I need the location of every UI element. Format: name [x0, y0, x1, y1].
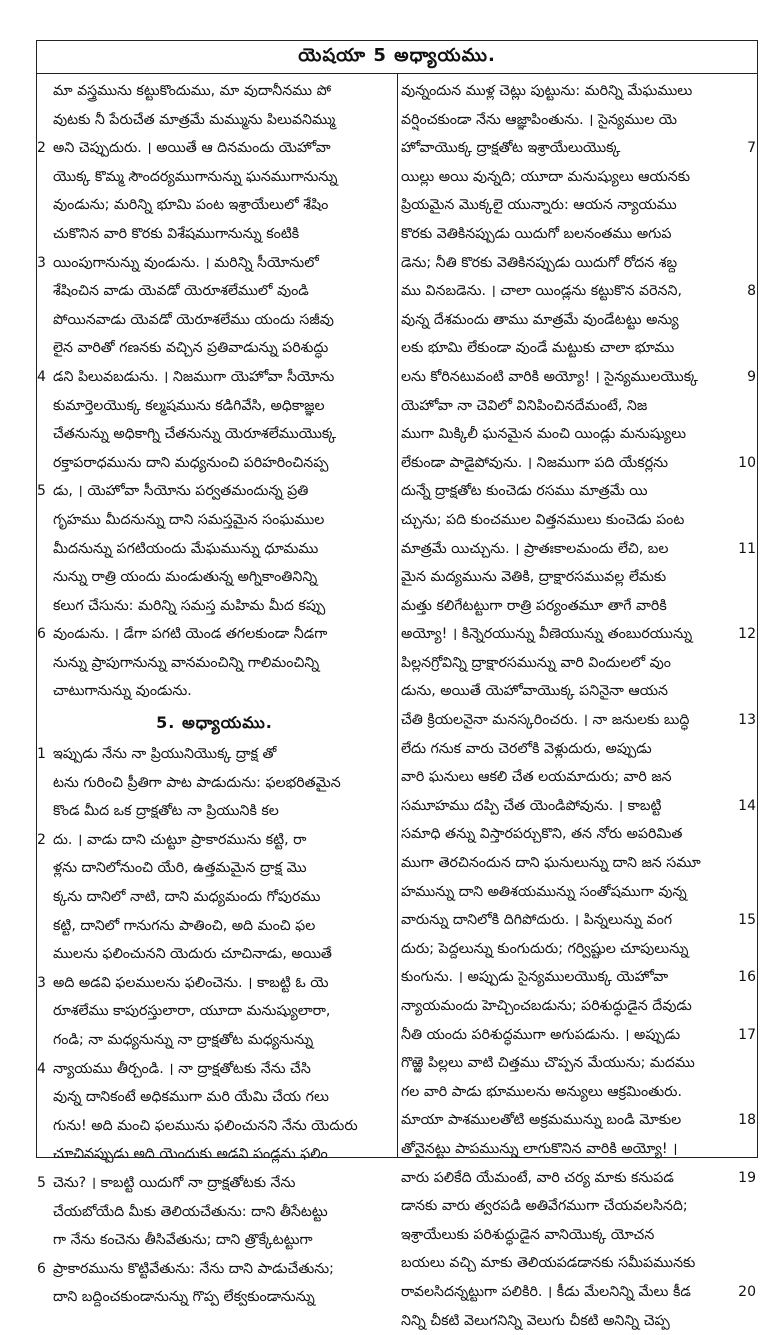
verse-text: హమున్ను దాని అతిశయమున్ను సంతోషముగా వున్న — [401, 883, 687, 900]
text-line — [37, 1112, 392, 1141]
text-line — [401, 935, 756, 964]
verse-text: ళ్లను దానిలోనుంచి యేరి, ఉత్తమమైన ద్రాక్ష మొ — [53, 860, 307, 877]
text-line — [401, 191, 756, 220]
verse-text: వుటకు నీ పేరుచేత మాత్రమే మమ్మును పిలువనిమ్ము — [53, 111, 336, 128]
text-line — [401, 106, 756, 135]
text-line — [37, 1283, 392, 1312]
text-line — [37, 535, 392, 564]
text-line — [37, 997, 392, 1026]
text-line — [37, 740, 392, 769]
text-line — [37, 191, 392, 220]
verse-text: చూచినప్పుడు అది యెందుకు అడవి పండ్లను ఫలిం — [53, 1146, 328, 1163]
verse-number: 14 — [738, 797, 756, 814]
text-line — [401, 792, 756, 821]
text-line — [401, 677, 756, 706]
text-line — [401, 420, 756, 449]
verse-number: 8 — [747, 283, 756, 300]
verse-text: అయ్యో! । కిన్నెరయున్ను వీణెయున్ను తంబురయున్ను — [401, 626, 693, 643]
verse-text: డానకు వారు త్వరపడి అతివేగముగా చేయవలసినది; — [401, 1198, 688, 1215]
verse-text: క్కను దానిలో నాటి, దాని మధ్యమందు గోపురము — [53, 889, 321, 906]
verse-number: 18 — [738, 1112, 756, 1129]
text-line — [37, 1140, 392, 1169]
verse-text: కుమార్తెలయొక్క కల్మషమును కడిగివేసి, అధికాజ్ఞల — [53, 397, 325, 414]
verse-text: దాని బద్దించకుండానున్ను గొప్ప లేక్వకుండానున్ను — [53, 1289, 315, 1306]
text-line — [401, 620, 756, 649]
text-line — [37, 1083, 392, 1112]
text-line — [37, 769, 392, 798]
verse-text: చ్చును; పది కుంచముల విత్తనములు కుంచెడు పంట — [401, 511, 685, 528]
text-line — [401, 906, 756, 935]
verse-text: గొఱ్ఱె పిల్లలు వాటి చిత్తము చొప్పన మేయును; మదము — [401, 1055, 695, 1072]
verse-text: చేతి క్రియలనైనా మనస్కరించరు. । నా జనులకు బుద్ధి — [401, 712, 690, 729]
verse-text: పోయినవాడు యెవడో యెరూశలేము యందు సజీవు — [53, 311, 334, 328]
text-line — [401, 820, 756, 849]
text-line — [37, 134, 392, 163]
text-line — [401, 306, 756, 335]
verse-number: 4 — [37, 368, 46, 385]
verse-text: దున్నే ద్రాక్షతోట కుంచెడు రసము మాత్రమే యి — [401, 483, 648, 500]
verse-text: గల వారి పాడు భూములను అన్యులు ఆక్రమింతురు. — [401, 1083, 682, 1100]
text-line — [37, 826, 392, 855]
text-line — [401, 1221, 756, 1250]
verse-number: 7 — [747, 140, 756, 157]
verse-text: కుంగును. । అప్పుడు సైన్యములయొక్క యెహోవా — [401, 969, 669, 986]
verse-text: అని చెప్పుదురు. । అయితే ఆ దినమందు యెహోవా — [53, 140, 331, 157]
text-line — [401, 449, 756, 478]
verse-text: డెను; నీతి కొరకు వెతికినప్పుడు యిదుగో రోదన శబ్ద — [401, 254, 678, 271]
text-line — [37, 392, 392, 421]
verse-text: గండి; నా మధ్యనున్ను నా ద్రాక్షతోట మధ్యనున్ను — [53, 1032, 314, 1048]
verse-text: వారున్ను దానిలోకి దిగిపోదురు. । పిన్నలున్ను వంగ — [401, 912, 673, 929]
text-line — [37, 1255, 392, 1284]
text-line — [37, 1055, 392, 1084]
verse-number: 1 — [37, 746, 46, 763]
text-line — [401, 1192, 756, 1221]
verse-text: మైన మద్యమును వెతికి, ద్రాక్షారసమువల్ల లేమకు — [401, 569, 667, 586]
verse-number: 9 — [747, 368, 756, 385]
verse-text: చెను? । కాబట్టి యిదుగో నా ద్రాక్షతోటకు నేను — [53, 1174, 296, 1191]
verse-text: లకు భూమి లేకుండా వుండే మట్టుకు చాలా భూము — [401, 340, 675, 357]
text-line — [37, 854, 392, 883]
verse-text: వర్షించకుండా నేను ఆజ్ఞాపింతును. । సైన్యముల యె — [401, 111, 678, 128]
verse-text: ఇశ్రాయేలుకు పరిశుద్ధుడైన వానియొక్క యోచన — [401, 1226, 655, 1243]
verse-text: ప్రాకారమును కొట్టివేతును: నేను దాని పాడుచేతును; — [53, 1260, 334, 1277]
verse-text: లేకుండా పాడైపోవును. । నిజముగా పది యేకర్లను — [401, 454, 668, 471]
verse-number: 3 — [37, 974, 46, 991]
text-line — [37, 797, 392, 826]
text-line — [401, 1164, 756, 1193]
verse-text: కలుగ చేసును: మరిన్ని సమస్త మహిమ మీద కప్పు — [53, 597, 326, 614]
verse-text: నీతి యందు పరిశుద్ధముగా అగుపడును. । అప్పుడు — [401, 1026, 681, 1043]
text-line — [401, 134, 756, 163]
verse-number: 20 — [738, 1283, 756, 1300]
verse-text: చేతనున్ను అధికాగ్ని చేతనున్ను యెరూశలేముయొక్క — [53, 426, 337, 443]
text-line — [37, 649, 392, 678]
verse-text: మాత్రమే యిచ్చును. । ప్రాతఃకాలమందు లేచి, బల — [401, 540, 669, 557]
text-line — [401, 363, 756, 392]
verse-number: 5 — [37, 1174, 46, 1191]
text-line — [37, 163, 392, 192]
verse-text: యింపుగానున్ను వుండును. । మరిన్ని సీయోనులో — [53, 254, 319, 271]
verse-text: దురు; పెద్దలున్ను కుంగుదురు; గర్విష్టుల చూపులున్ను — [401, 940, 689, 957]
text-line — [401, 392, 756, 421]
chapter-heading: 5. అధ్యాయము. — [156, 713, 273, 733]
verse-text: గా నేను కంచెను తీసివేతును; దాని త్రొక్కేటట్టుగా — [53, 1232, 313, 1249]
text-line — [401, 334, 756, 363]
verse-text: లను కోరినటువంటి వారికి అయ్యో! । సైన్యములయొక్క — [401, 368, 698, 385]
text-line — [37, 620, 392, 649]
text-line — [401, 477, 756, 506]
scripture-page — [36, 40, 758, 1329]
text-line — [401, 763, 756, 792]
verse-number: 19 — [738, 1169, 756, 1186]
text-line — [401, 1049, 756, 1078]
verse-number: 13 — [738, 712, 756, 729]
text-line — [401, 849, 756, 878]
verse-text: శేషించిన వాడు యెవడో యెరూశలేములో వుండి — [53, 283, 309, 300]
verse-text: డు, । యెహోవా సీయోను పర్వతమందున్న ప్రతి — [53, 483, 309, 500]
verse-text: లేదు గనుక వారు చెరలోకి వెళ్లుదురు, అప్పుడు — [401, 740, 652, 757]
text-line — [401, 277, 756, 306]
verse-text: పిల్లనగ్రోవిన్ని ద్రాక్షారసమున్ను వారి విందులలో వుం — [401, 654, 671, 671]
verse-text: ములను ఫలించునని యెదురు చూచినాడు, అయితే — [53, 946, 332, 963]
verse-text: మీదనున్ను పగటియందు మేఘమున్ను ధూమము — [53, 540, 319, 557]
verse-text: కొండ మీద ఒక ద్రాక్షతోట నా ప్రియునికి కల — [53, 803, 279, 820]
text-line — [37, 1169, 392, 1198]
verse-text: గృహము మీదనున్ను దాని సమస్తమైన సంఘముల — [53, 511, 325, 528]
text-line — [37, 1226, 392, 1255]
text-line — [401, 1249, 756, 1278]
verse-text: గును! అది మంచి ఫలమును ఫలించునని నేను యెదురు — [53, 1117, 358, 1134]
verse-number: 15 — [738, 912, 756, 929]
verse-text: అది అడవి ఫలములను ఫలించెను. । కాబట్టి ఓ యె — [53, 974, 329, 991]
verse-text: టను గురించి ప్రీతిగా పాట పాడుదును: ఫలభరితమైన — [53, 774, 341, 791]
verse-text: యెహోవా నా చెవిలో వినిపించినదేమంటే, నిజ — [401, 397, 648, 414]
text-line — [37, 420, 392, 449]
verse-text: చేయబోయేది మీకు తెలియచేతును: దాని తీసేటట్టు — [53, 1203, 328, 1220]
right-column — [401, 77, 756, 1335]
verse-text: వారు పలికేది యేమంటే, వారి చర్య మాకు కనుపడ — [401, 1169, 674, 1186]
text-line — [37, 1198, 392, 1227]
text-line — [401, 506, 756, 535]
text-line — [401, 592, 756, 621]
verse-text: వుండును. । డేగా పగటి యెండ తగలకుండా నీడగా — [53, 626, 328, 643]
verse-text: రావలసిదన్నట్టుగా పలికిరి. । కీడు మేలనిన్ని మేలు కీడ — [401, 1283, 691, 1300]
verse-text: వున్న దానికంటే అధికముగా మరి యేమి చేయ గలు — [53, 1089, 329, 1106]
verse-number: 16 — [738, 969, 756, 986]
verse-text: సమాధి తన్ను విస్తారపర్చుకొని, తన నోరు అపరిమిత — [401, 826, 683, 843]
verse-number: 10 — [738, 454, 756, 471]
text-line — [401, 1106, 756, 1135]
verse-text: రక్తాపరాధమును దాని మధ్యనుంచి పరిహరించినప్ప — [53, 454, 329, 471]
verse-number: 4 — [37, 1060, 46, 1077]
text-line — [401, 563, 756, 592]
text-line — [37, 77, 392, 106]
verse-text: మత్తు కలిగేటట్టుగా రాత్రి పర్యంతమూ తాగే వారికి — [401, 597, 667, 614]
text-line — [401, 878, 756, 907]
verse-text: ముగా మిక్కిలీ ఘనమైన మంచి యిండ్లు మనుష్యులు — [401, 426, 687, 443]
verse-text: లైన వారితో గణనకు వచ్చిన ప్రతివాడున్ను పరిశుద్ధు — [53, 340, 329, 357]
text-line — [37, 477, 392, 506]
verse-text: కొరకు వెతికినప్పుడు యిదుగో బలనంతము అగుప — [401, 225, 672, 242]
text-line — [37, 249, 392, 278]
text-line — [401, 1078, 756, 1107]
verse-number: 6 — [37, 1260, 46, 1277]
verse-text: మాయా పాశములతోటి అక్రమమున్ను బండి మోకుల — [401, 1112, 682, 1129]
verse-text: డును, అయితే యెహోవాయొక్క పనినైనా ఆయన — [401, 683, 668, 700]
text-line — [37, 883, 392, 912]
text-line — [401, 535, 756, 564]
text-line — [401, 163, 756, 192]
column-divider — [397, 73, 398, 1157]
text-line — [37, 106, 392, 135]
verse-text: వున్నందున ముళ్ల చెట్లు పుట్టును: మరిన్ని మేఘములు — [401, 83, 693, 99]
verse-text: యొక్క కొమ్మ సౌందర్యముగానున్ను ఘనముగానున్ను — [53, 168, 338, 185]
verse-text: సమూహము దప్పి చేత యెండిపోవును. । కాబట్టి — [401, 797, 662, 814]
verse-text: వున్న దేశమందు తాము మాత్రమే వుండేటట్టు అన్యు — [401, 311, 679, 328]
verse-text: చుకొనిన వారి కొరకు విశేషముగానున్ను కంటికి — [53, 225, 300, 242]
text-line — [401, 1307, 756, 1335]
verse-text: దు. । వాడు దాని చుట్టూ ప్రాకారమును కట్టి, రా — [53, 831, 307, 848]
verse-text: వుండును; మరిన్ని భూమి పంట ఇశ్రాయేలులో శేషిం — [53, 197, 329, 214]
text-line — [37, 506, 392, 535]
text-line — [37, 277, 392, 306]
verse-number: 5 — [37, 483, 46, 500]
verse-number: 12 — [738, 626, 756, 643]
text-line — [37, 1026, 392, 1055]
verse-text: రూశలేము కాపురస్తులారా, యూదా మనుష్యులారా, — [53, 1003, 331, 1020]
text-line — [401, 220, 756, 249]
verse-number: 2 — [37, 140, 46, 157]
text-line — [401, 1278, 756, 1307]
text-line — [401, 992, 756, 1021]
verse-number: 17 — [738, 1026, 756, 1043]
verse-text: యిల్లు అయి వున్నది; యూదా మనుష్యులు ఆయనకు — [401, 168, 691, 185]
text-line — [37, 969, 392, 998]
verse-text: నున్ను రాత్రి యందు మండుతున్న అగ్నికాంతినిన్ని — [53, 569, 318, 586]
text-line — [401, 1021, 756, 1050]
verse-number: 3 — [37, 254, 46, 271]
text-line — [37, 677, 392, 706]
text-line — [37, 306, 392, 335]
verse-text: న్యాయము తీర్చండి. । నా ద్రాక్షతోటకు నేను చేసి — [53, 1060, 311, 1077]
verse-number: 11 — [738, 540, 756, 557]
text-line — [401, 1135, 756, 1164]
text-line — [37, 449, 392, 478]
page-title: యెషయా 5 అధ్యాయము. — [298, 44, 496, 66]
verse-text: చాటుగానున్ను వుండును. — [53, 683, 192, 700]
verse-text: ఇప్పుడు నేను నా ప్రియునియొక్క ద్రాక్ష తో — [53, 746, 277, 763]
verse-text: ప్రియమైన మొక్కలై యున్నారు: ఆయన న్యాయము — [401, 197, 677, 214]
chapter-header — [37, 41, 757, 74]
verse-text: నున్ను ప్రాపుగానున్ను వానమంచిన్ని గాలిమంచిన్ని — [53, 654, 320, 671]
verse-text: బయలు వచ్చి మాకు తెలియపడడానకు సమీపమునకు — [401, 1255, 696, 1272]
text-line — [401, 963, 756, 992]
text-line — [37, 563, 392, 592]
text-line — [401, 77, 756, 106]
verse-text: తోనైనట్టు పాపమున్ను లాగుకొనిన వారికి అయ్యో! । — [401, 1140, 678, 1157]
text-line — [37, 363, 392, 392]
verse-number: 2 — [37, 831, 46, 848]
text-line — [37, 912, 392, 941]
text-line — [37, 592, 392, 621]
text-line — [401, 706, 756, 735]
text-line — [401, 249, 756, 278]
left-column — [37, 77, 392, 1312]
verse-text: వారి ఘనులు ఆకలి చేత లయమాదురు; వారి జన — [401, 769, 672, 786]
verse-text: డని పిలువబడును. । నిజముగా యెహోవా సీయోను — [53, 368, 335, 385]
verse-text: మా వస్త్రమును కట్టుకొందుము, మా వుదానీనము పో — [53, 83, 332, 99]
verse-text: నిన్ని చీకటి వెలుగనిన్ని వెలుగు చీకటి అనిన్ని చెప్ప — [401, 1312, 670, 1329]
verse-text: కట్టి, దానిలో గానుగను పాతించి, అది మంచి ఫల — [53, 917, 316, 934]
verse-text: న్యాయమందు హెచ్చించబడును; పరిశుద్ధుడైన దేవుడు — [401, 998, 692, 1014]
verse-text: హోవాయొక్క ద్రాక్షతోట ఇశ్రాయేలుయొక్క — [401, 140, 621, 157]
text-line — [401, 649, 756, 678]
verse-text: ముగా తెరచినందున దాని ఘనులున్ను దాని జన సమూ — [401, 855, 701, 872]
text-line — [37, 940, 392, 969]
text-line — [37, 334, 392, 363]
verse-number: 6 — [37, 626, 46, 643]
text-line — [37, 220, 392, 249]
text-line — [401, 735, 756, 764]
verse-text: ము వినబడెను. । చాలా యిండ్లను కట్టుకొన వరెనని, — [401, 283, 682, 300]
